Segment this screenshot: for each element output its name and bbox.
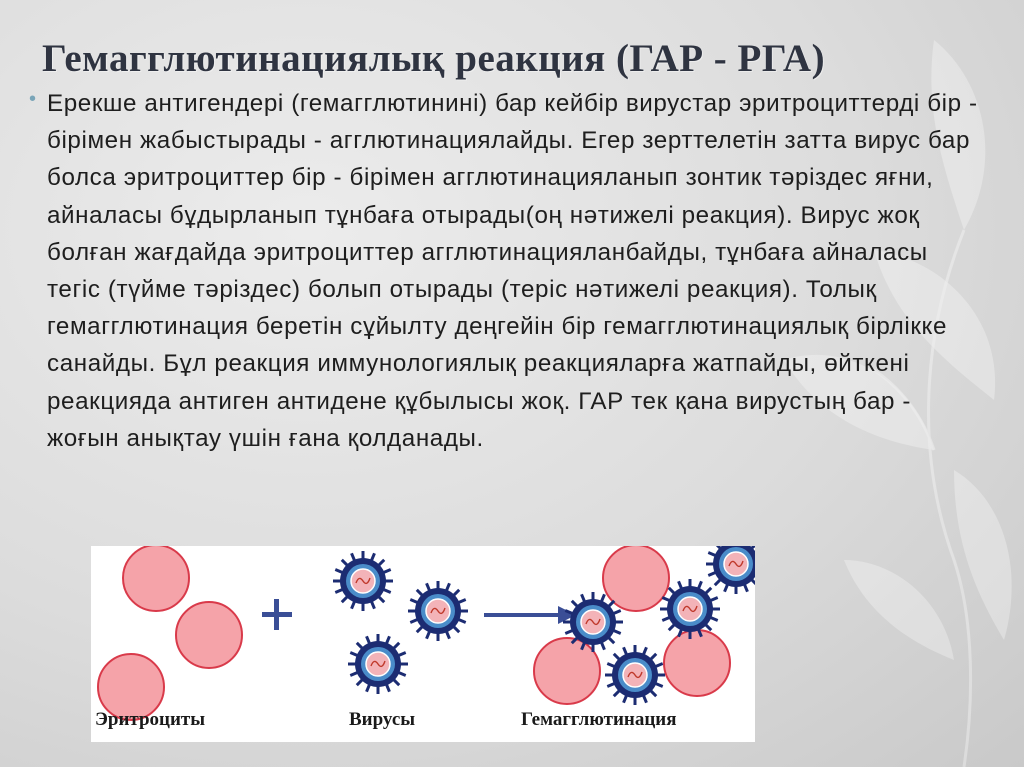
erythrocyte: [123, 546, 189, 611]
virus-particle: [660, 579, 720, 639]
erythrocyte: [534, 638, 600, 704]
virus-particle: [333, 551, 393, 611]
virus-particle: [706, 546, 755, 594]
plus-sign-vertical: [274, 599, 279, 630]
bullet-marker: •: [29, 88, 37, 110]
erythrocyte: [664, 630, 730, 696]
erythrocyte: [176, 602, 242, 668]
virus-particle: [408, 581, 468, 641]
virus-particle: [605, 645, 665, 705]
label-viruses: Вирусы: [349, 709, 416, 730]
slide-paragraph: Ерекше антигендері (гемагглютинині) бар кейбір вирустар эритроциттерді бір - бірімен жабыстырады - агглютинациялайды. Егер зерттелетін затта вирус бар болса эритроциттер бір - бірімен агглютинацияланып зонтик тәріздес яғни, айналасы бұдырланып тұнбаға отырады(оң нәтижелі реакция). Вирус жоқ болған жағдайда эритроциттер агглютинацияланбайды, тұнбаға айналасы тегіс (түйме тәріздес) болып отырады (теріс нәтижелі реакция). Толық гемагглютинация беретін сұйылту деңгейін бір гемагглютинациялық бірлікке санайды. Бұл реакция иммунологиялық реакцияларға жатпайды, өйткені реакцияда антиген антидене құбылысы жоқ. ГАР тек қана вирустың бар - жоғын анықтау үшін ғана қолданады.: [47, 90, 978, 452]
virus-particle: [563, 592, 623, 652]
slide-title: Гемагглютинациялық реакция (ГАР - РГА): [42, 37, 826, 80]
virus-particle: [348, 634, 408, 694]
label-erythrocytes: Эритроциты: [95, 709, 206, 730]
label-hemagglutination: Гемагглютинация: [521, 709, 677, 730]
hemagglutination-diagram: [91, 546, 755, 742]
